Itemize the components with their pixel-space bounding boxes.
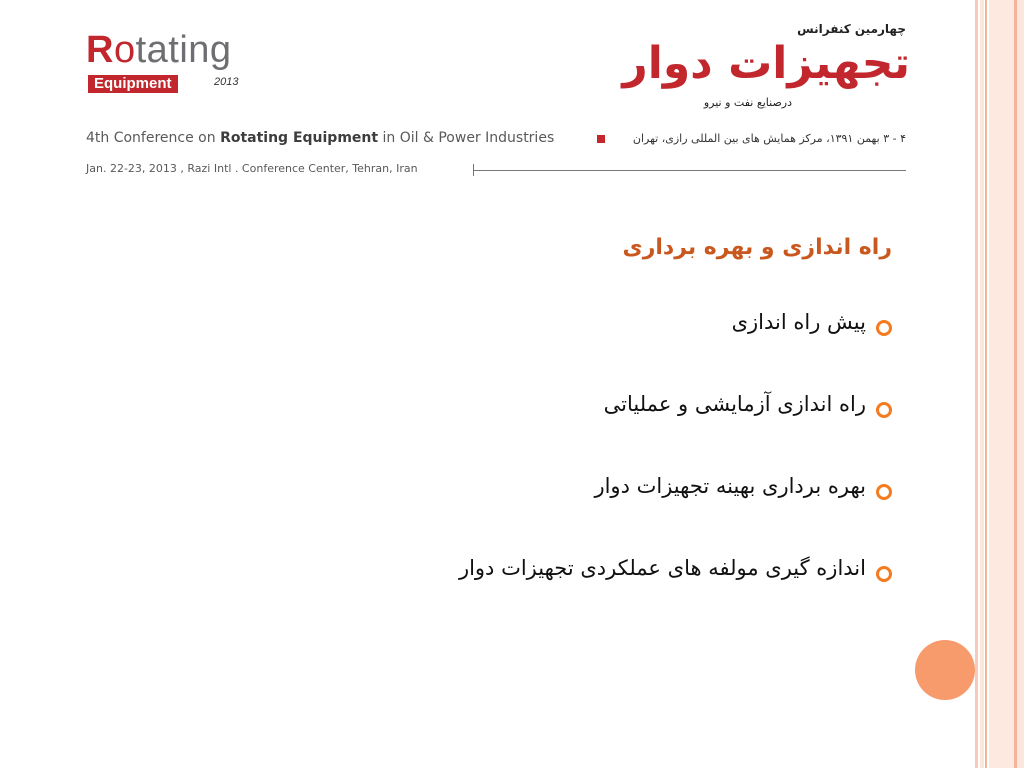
conference-title-fa: ۴ - ۳ بهمن ۱۳۹۱، مرکز همایش های بین المللی رازی، تهران [632, 132, 906, 145]
bullet-text: پیش راه اندازی [731, 310, 866, 334]
logo-year: 2013 [214, 76, 239, 88]
decor-circle [915, 640, 975, 700]
decor-stripe [975, 0, 978, 768]
header-rule [474, 170, 906, 171]
decor-stripe [985, 0, 987, 768]
conference-line [86, 130, 906, 150]
decor-stripe [1017, 0, 1024, 768]
conference-date: Jan. 22-23, 2013 , Razi Intl . Conference Center, Tehran, Iran [86, 162, 418, 175]
bullet-item [252, 300, 892, 382]
decor-stripe [980, 0, 984, 768]
logo-equipment-label: Equipment [88, 75, 178, 93]
separator-square [597, 135, 605, 143]
ring-bullet-icon [876, 484, 892, 500]
logo-fa-small: چهارمین کنفرانس [797, 22, 906, 36]
logo-fa-sub: درصنایع نفت و نیرو [703, 96, 792, 109]
bullet-item [252, 546, 892, 628]
ring-bullet-icon [876, 566, 892, 582]
bullet-text: راه اندازی آزمایشی و عملیاتی [603, 392, 866, 416]
logo-wordmark: Rotating [86, 29, 232, 71]
ring-bullet-icon [876, 402, 892, 418]
bullet-text: بهره برداری بهینه تجهیزات دوار [594, 474, 866, 498]
bullet-list [252, 300, 892, 628]
conference-title-en: 4th Conference on Rotating Equipment in Oil & Power Industries [86, 130, 555, 146]
logo-fa-big: تجهیزات دوار [622, 38, 910, 89]
ring-bullet-icon [876, 320, 892, 336]
persian-conference-logo [600, 22, 910, 117]
rotating-equipment-logo [86, 30, 256, 100]
bullet-item [252, 464, 892, 546]
slide-title: راه اندازی و بهره برداری [622, 235, 892, 260]
decor-stripe [989, 0, 1014, 768]
bullet-item [252, 382, 892, 464]
bullet-text: اندازه گیری مولفه های عملکردی تجهیزات دوار [458, 556, 866, 580]
